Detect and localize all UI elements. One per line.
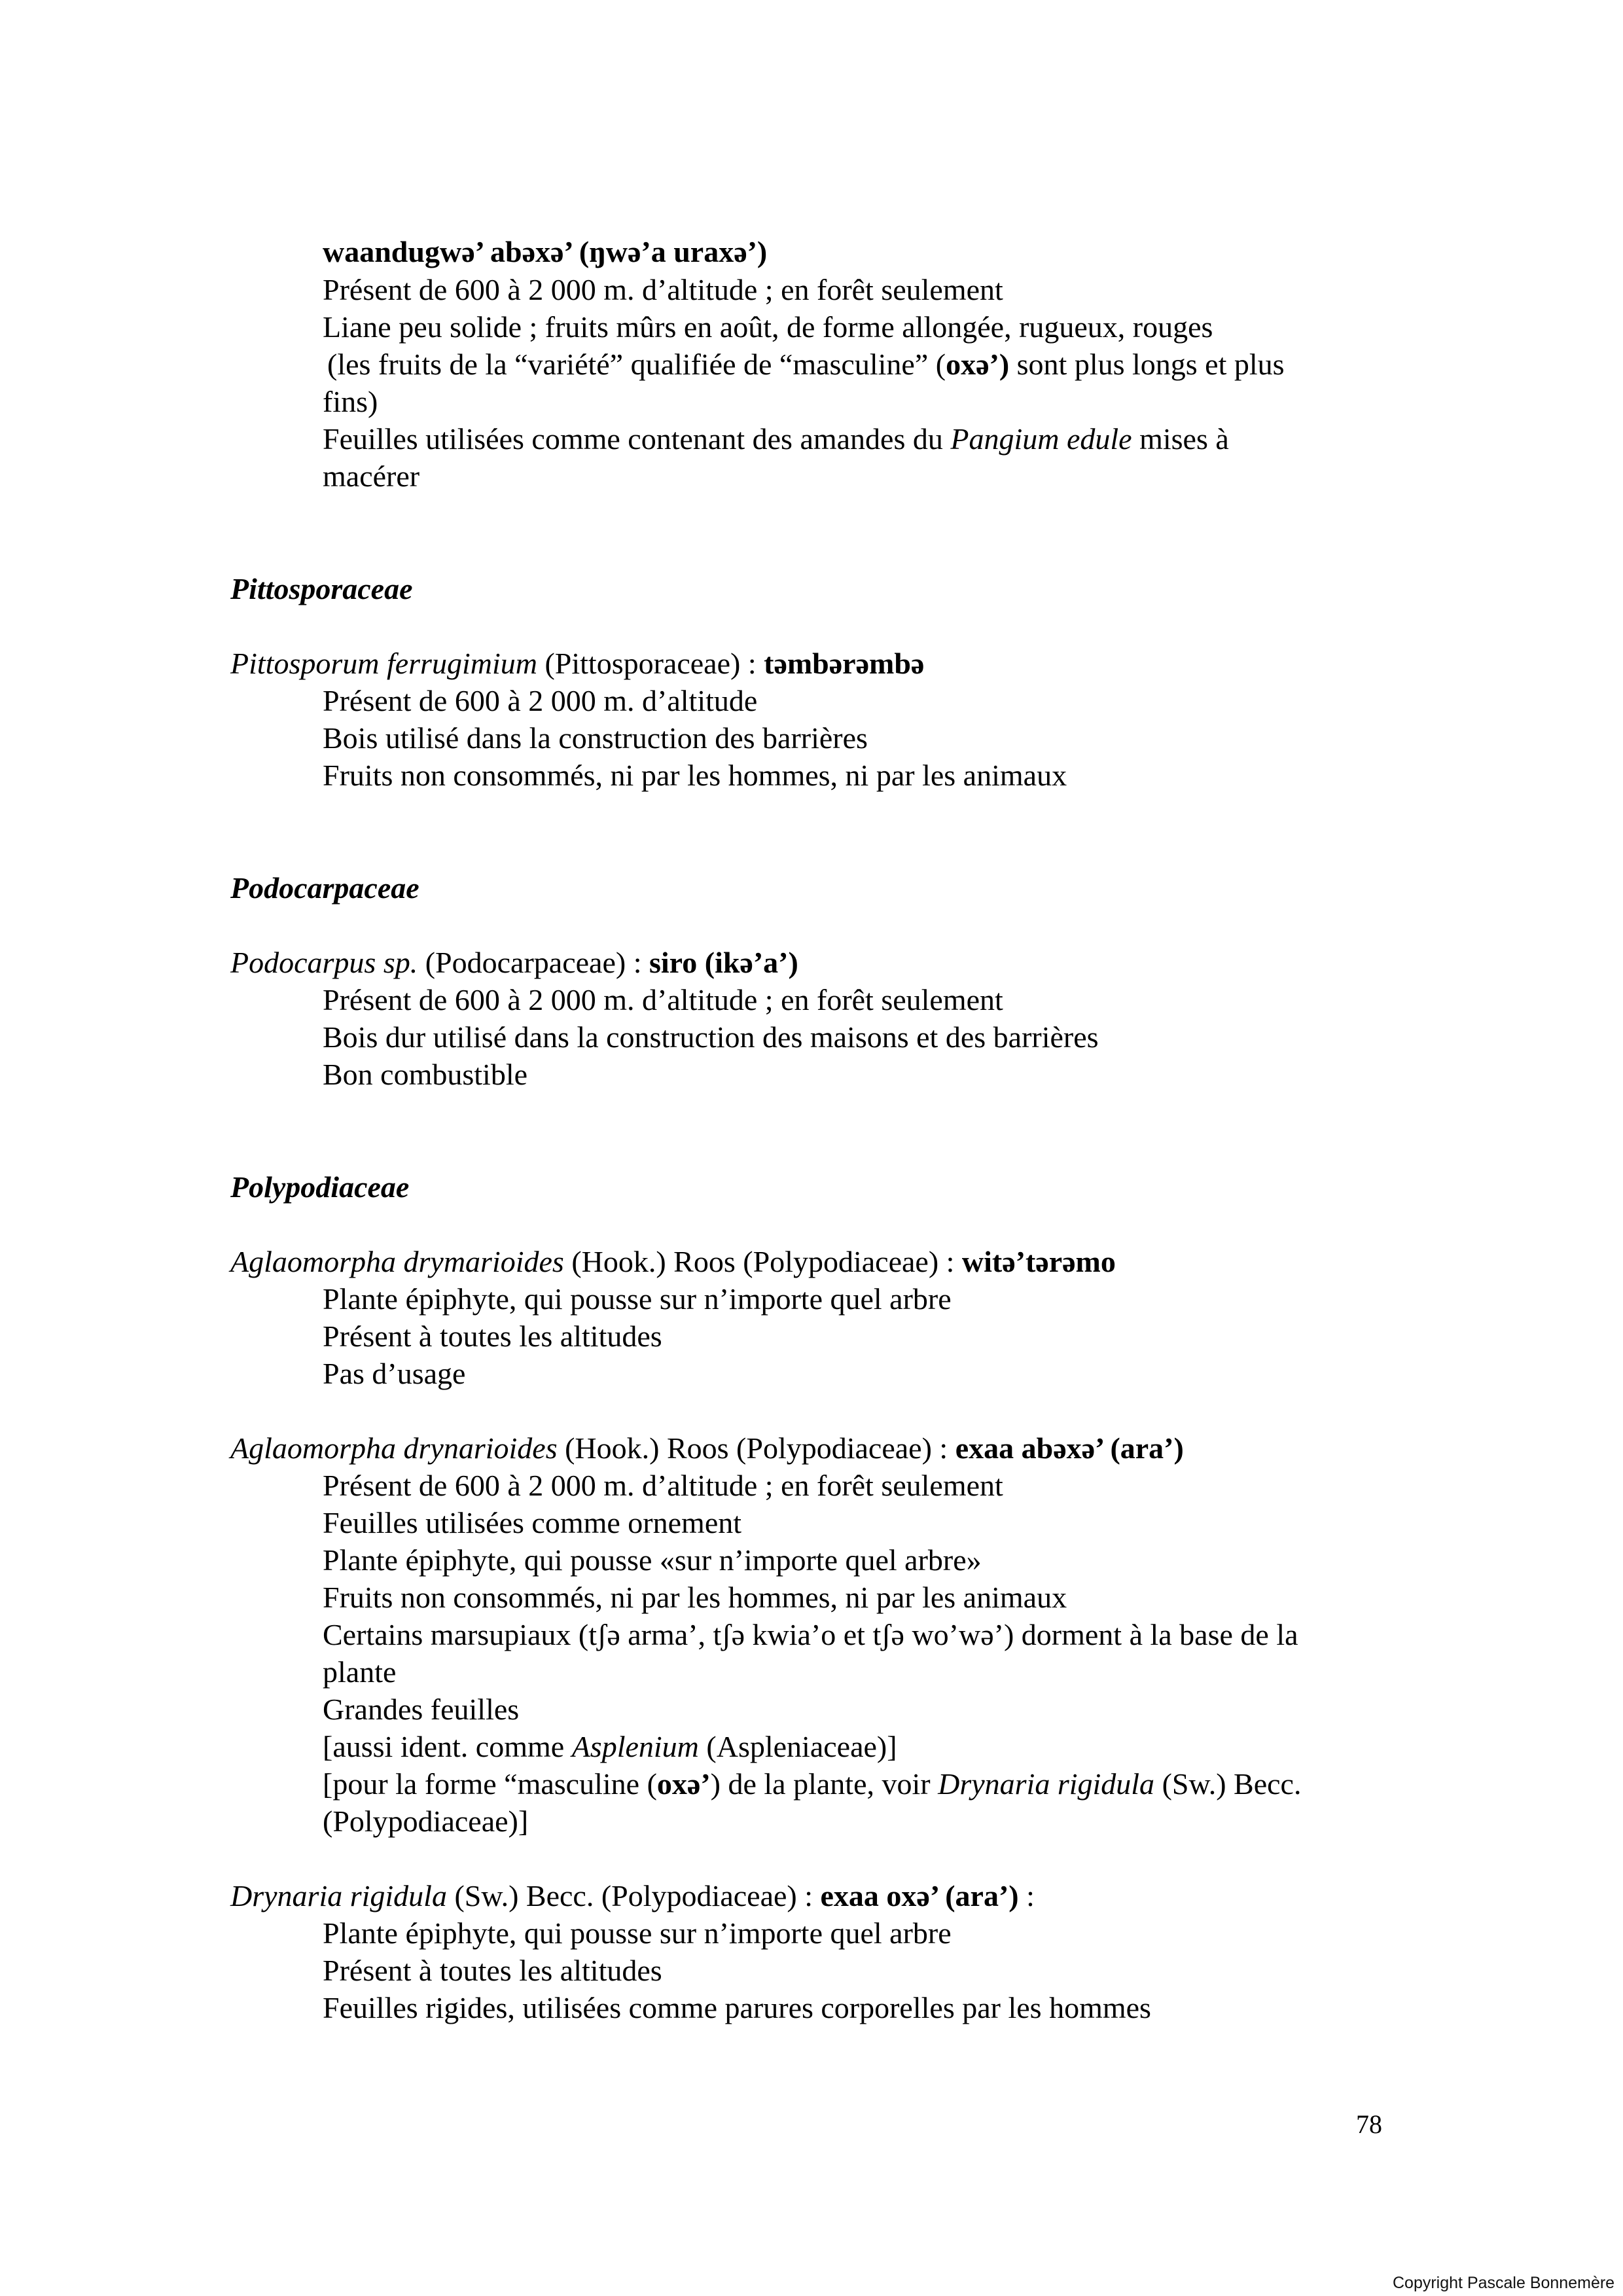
family-heading: Polypodiaceae xyxy=(230,1170,410,1204)
entry-line: plante xyxy=(323,1655,397,1689)
entry-line: Fruits non consommés, ni par les hommes, ni par les animaux xyxy=(323,759,1067,792)
text-run: : xyxy=(1018,1879,1035,1912)
text-run: (les fruits de la “variété” qualifiée de “masculine” ( xyxy=(327,348,946,381)
entry-line: Feuilles rigides, utilisées comme parures corporelles par les hommes xyxy=(323,1991,1151,2024)
entry-line xyxy=(327,346,1285,384)
entry-line: Plante épiphyte, qui pousse sur n’importe quel arbre xyxy=(323,1916,952,1950)
entry-line: fins) xyxy=(323,385,378,418)
text-run: (Aspleniaceae)] xyxy=(698,1730,897,1763)
species-name: Pangium edule xyxy=(950,422,1132,456)
text-run: ) de la plante, voir xyxy=(710,1767,938,1801)
entry-line: Bois utilisé dans la construction des barrières xyxy=(323,721,868,755)
text-run: [aussi ident. comme xyxy=(323,1730,572,1763)
text-run: (Sw.) Becc. xyxy=(1154,1767,1302,1801)
entry-line xyxy=(323,1765,1301,1803)
entry-line: Présent de 600 à 2 000 m. d’altitude ; en forêt seulement xyxy=(323,983,1003,1016)
entry-header xyxy=(230,1429,1184,1467)
text-run: mises à xyxy=(1132,422,1229,456)
species-name: Podocarpus sp. xyxy=(230,946,418,979)
entry-header xyxy=(230,645,924,683)
copyright-notice: Copyright Pascale Bonnemère xyxy=(1393,2274,1615,2292)
entry-line: Bois dur utilisé dans la construction des maisons et des barrières xyxy=(323,1020,1099,1054)
entry-line: Plante épiphyte, qui pousse «sur n’importe quel arbre» xyxy=(323,1543,982,1577)
text-run: (Hook.) Roos (Polypodiaceae) : xyxy=(563,1245,962,1278)
entry-line: Bon combustible xyxy=(323,1058,528,1091)
text-run: (Sw.) Becc. (Polypodiaceae) : xyxy=(446,1879,821,1912)
local-name: exaa abəxə’ (ara’) xyxy=(955,1431,1184,1465)
entry-line: Présent à toutes les altitudes xyxy=(323,1954,662,1987)
local-name: siro (ikə’a’) xyxy=(649,946,798,979)
local-term: oxə’ xyxy=(656,1767,711,1801)
entry-header xyxy=(230,1877,1035,1915)
entry-line: (Polypodiaceae)] xyxy=(323,1804,529,1838)
text-run: (Podocarpaceae) : xyxy=(418,946,649,979)
entry-line xyxy=(323,1728,897,1766)
text-run: Feuilles utilisées comme contenant des amandes du xyxy=(323,422,951,456)
local-name: təmbərəmbə xyxy=(764,647,925,680)
species-name: Drynaria rigidula xyxy=(938,1767,1155,1801)
species-name: Drynaria rigidula xyxy=(230,1879,447,1912)
text-run: sont plus longs et plus xyxy=(1009,348,1285,381)
species-name: Aglaomorpha drymarioides xyxy=(230,1245,564,1278)
local-name: exaa oxə’ (ara’) xyxy=(820,1879,1019,1912)
entry-line: Présent de 600 à 2 000 m. d’altitude ; en forêt seulement xyxy=(323,273,1003,306)
family-heading: Pittosporaceae xyxy=(230,572,413,605)
entry-line: Certains marsupiaux (tʃə arma’, tʃə kwia’o et tʃə wo’wə’) dorment à la base de la xyxy=(323,1618,1298,1651)
species-name: Pittosporum ferrugimium xyxy=(230,647,537,680)
text-run: [pour la forme “masculine ( xyxy=(323,1767,657,1801)
entry-line: Présent de 600 à 2 000 m. d’altitude xyxy=(323,684,758,717)
text-run: (Pittosporaceae) : xyxy=(537,647,764,680)
entry-line: Liane peu solide ; fruits mûrs en août, de forme allongée, rugueux, rouges xyxy=(323,310,1213,344)
entry-line: Présent à toutes les altitudes xyxy=(323,1319,662,1353)
entry-local-name: waandugwə’ abəxə’ (ŋwə’a uraxə’) xyxy=(323,235,768,268)
species-name: Aglaomorpha drynarioides xyxy=(230,1431,558,1465)
entry-line: Feuilles utilisées comme ornement xyxy=(323,1506,742,1539)
entry-line: Plante épiphyte, qui pousse sur n’importe quel arbre xyxy=(323,1282,952,1316)
species-name: Asplenium xyxy=(571,1730,699,1763)
entry-line: Pas d’usage xyxy=(323,1357,466,1390)
entry-line: macérer xyxy=(323,459,420,493)
entry-line: Présent de 600 à 2 000 m. d’altitude ; en forêt seulement xyxy=(323,1469,1003,1502)
local-term: oxə’) xyxy=(946,348,1010,381)
entry-header xyxy=(230,944,798,982)
entry-line: Fruits non consommés, ni par les hommes, ni par les animaux xyxy=(323,1581,1067,1614)
local-name: witə’tərəmo xyxy=(961,1245,1116,1278)
page-number: 78 xyxy=(1356,2109,1382,2139)
entry-header xyxy=(230,1243,1116,1281)
entry-line: Grandes feuilles xyxy=(323,1693,520,1726)
family-heading: Podocarpaceae xyxy=(230,871,419,905)
entry-line xyxy=(323,420,1229,458)
text-run: (Hook.) Roos (Polypodiaceae) : xyxy=(557,1431,955,1465)
